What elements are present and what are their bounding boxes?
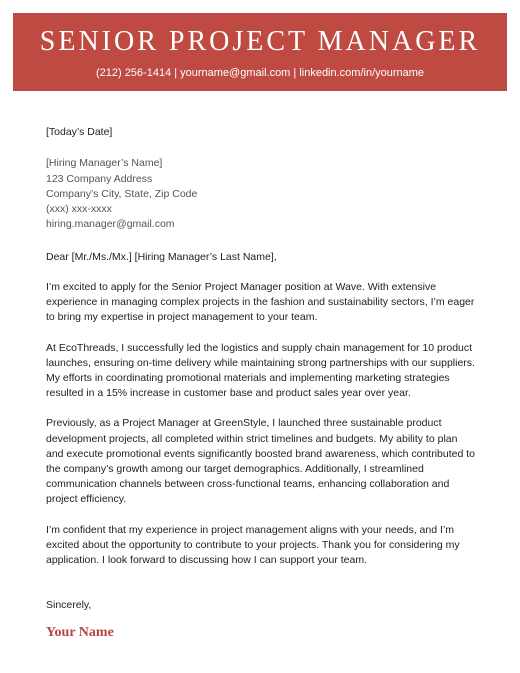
paragraph-ecothreads: At EcoThreads, I successfully led the logistics and supply chain management for 10 product launches, ensuring on-time delivery while maintaining strong partnerships with our suppliers. My efforts in coordinating promotional materials and implementing marketing strategies resulted in a 15% increase in customer base and product sales year over year. [46,341,475,400]
signature-name: Your Name [46,625,114,641]
recipient-block [46,156,476,232]
letter-body [46,125,476,641]
recipient-email: hiring.manager@gmail.com [46,218,175,231]
paragraph-intro: I’m excited to apply for the Senior Project Manager position at Wave. With extensive experience in managing complex projects in the fashion and sustainability sectors, I’m eager to bring my expertise in project management to your team. [46,280,475,324]
letter-date: [Today’s Date] [46,126,113,138]
recipient-name: [Hiring Manager’s Name] [46,157,163,170]
header-banner [13,13,507,91]
contact-info: (212) 256-1414 | yourname@gmail.com | linkedin.com/in/yourname [95,67,425,79]
recipient-phone: (xxx) xxx-xxxx [46,203,112,216]
salutation: Dear [Mr./Ms./Mx.] [Hiring Manager’s Last Name], [46,250,277,263]
recipient-address: 123 Company Address [46,172,153,185]
page-title: SENIOR PROJECT MANAGER [39,26,481,57]
closing: Sincerely, [46,599,92,612]
paragraph-closing-remarks: I’m confident that my experience in project management aligns with your needs, and I’m excited about the opportunity to contribute to your projects. Thank you for considering my application. I look forward to discussing how I can support your team. [46,523,460,566]
paragraph-greenstyle: Previously, as a Project Manager at GreenStyle, I launched three sustainable product development projects, all completed within strict timelines and budgets. My ability to plan and execute promotional events significantly boosted brand awareness, which contributed to the company’s growth among our target demographics. Additionally, I streamlined communication channels between cross-functional teams, enhancing collaboration and project efficiency. [46,417,476,506]
recipient-city: Company’s City, State, Zip Code [46,187,198,200]
